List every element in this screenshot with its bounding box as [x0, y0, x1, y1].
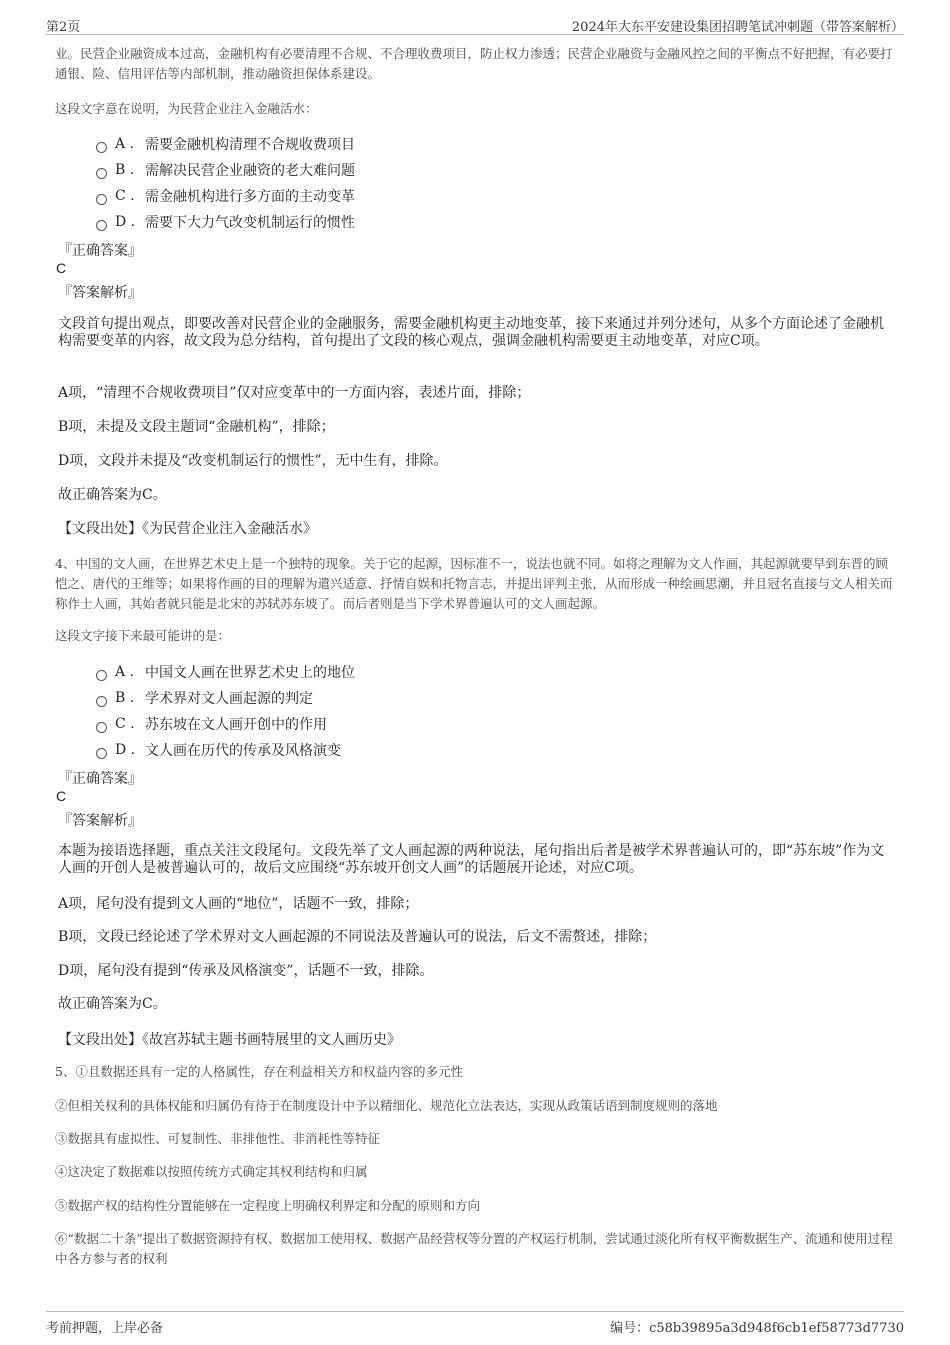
page-number: 第2页: [46, 20, 81, 35]
page-header: [46, 14, 904, 35]
q4-options: [96, 659, 596, 763]
q4-analysis-d: D项，尾句没有提到“传承及风格演变”，话题不一致，排除。: [58, 963, 434, 979]
q3-analysis-d: D项，文段并未提及“改变机制运行的惯性”，无中生有，排除。: [58, 453, 448, 469]
q4-option-c[interactable]: C . 苏东坡在文人画开创中的作用: [96, 711, 596, 737]
q3-analysis-conclusion: 故正确答案为C。: [58, 487, 167, 503]
q4-option-a[interactable]: A . 中国文人画在世界艺术史上的地位: [96, 659, 596, 685]
q3-option-b[interactable]: B . 需解决民营企业融资的老大难问题: [96, 157, 596, 183]
q3-option-d[interactable]: D . 需要下大力气改变机制运行的惯性: [96, 209, 596, 235]
q4-analysis-conclusion: 故正确答案为C。: [58, 996, 167, 1012]
q3-analysis-label: 『答案解析』: [58, 285, 142, 301]
q4-analysis-main: 本题为接语选择题，重点关注文段尾句。文段先举了文人画起源的两种说法，尾句指出后者是被学术界普遍认可的，即“苏东坡”作为文人画的开创人是被普遍认可的，故后文应围绕“苏东坡开创文人画”的话题展开论述，对应C项。: [58, 843, 885, 876]
q4-answer: C: [56, 788, 67, 804]
q3-source: 【文段出处】《为民营企业注入金融活水》: [58, 521, 317, 537]
q5-item-2: ②但相关权利的具体权能和归属仍有待于在制度设计中予以精细化、规范化立法表达，实现从政策话语到制度规则的落地: [55, 1098, 718, 1113]
q3-intro-tail: 业。民营企业融资成本过高，金融机构有必要清理不合规、不合理收费项目，防止权力渗透；民营企业融资与金融风控之间的平衡点不好把握，有必要打通银、险、信用评估等内部机制，推动融资担保体系建设。: [55, 46, 893, 81]
q3-answer-label: 『正确答案』: [58, 243, 142, 259]
q4-option-b[interactable]: B . 学术界对文人画起源的判定: [96, 685, 596, 711]
q4-analysis-a: A项，尾句没有提到文人画的“地位”，话题不一致，排除；: [58, 896, 419, 912]
document-title: 2024年大东平安建设集团招聘笔试冲刺题（带答案解析）: [571, 20, 904, 35]
q5-item-4: ④这决定了数据难以按照传统方式确定其权利结构和归属: [55, 1164, 368, 1179]
q3-answer: C: [56, 260, 67, 276]
radio-icon[interactable]: [96, 696, 107, 707]
q5-item-6: ⑥“数据二十条”提出了数据资源持有权、数据加工使用权、数据产品经营权等分置的产权运行机制，尝试通过淡化所有权平衡数据生产、流通和使用过程中各方参与者的权利: [55, 1231, 893, 1266]
q5-item-3: ③数据具有虚拟性、可复制性、非排他性、非消耗性等特征: [55, 1131, 381, 1146]
radio-icon[interactable]: [96, 142, 107, 153]
q4-stem: 4、中国的文人画，在世界艺术史上是一个独特的现象。关于它的起源，因标准不一，说法也就不同。如将之理解为文人作画，其起源就要早到东晋的顾恺之、唐代的王维等；如果将作画的目的理解为遣兴适意、抒情自娱和托物言志，并提出评判主张，从而形成一种绘画思潮，并且冠名直接与文人相关而称作士人画，其始者就只能是北宋的苏轼苏东坡了。而后者则是当下学术界普遍认可的文人画起源。: [55, 556, 893, 611]
q3-options: [96, 131, 596, 235]
q4-analysis-label: 『答案解析』: [58, 813, 142, 829]
q4-question: 这段文字接下来最可能讲的是：: [55, 628, 231, 643]
radio-icon[interactable]: [96, 220, 107, 231]
q4-answer-label: 『正确答案』: [58, 771, 142, 787]
footer-serial: 编号：c58b39895a3d948f6cb1ef58773d7730: [610, 1321, 904, 1336]
page-footer: [46, 1311, 904, 1336]
radio-icon[interactable]: [96, 168, 107, 179]
radio-icon[interactable]: [96, 748, 107, 759]
q4-source: 【文段出处】《故宫苏轼主题书画特展里的文人画历史》: [58, 1032, 401, 1048]
q3-analysis-b: B项，未提及文段主题词“金融机构”，排除；: [58, 419, 335, 435]
q3-question: 这段文字意在说明，为民营企业注入金融活水：: [55, 101, 318, 116]
q3-analysis-main: 文段首句提出观点，即要改善对民营企业的金融服务，需要金融机构更主动地变革，接下来通过并列分述句，从多个方面论述了金融机构需要变革的内容，故文段为总分结构，首句提出了文段的核心观点，强调金融机构需要更主动地变革，对应C项。: [58, 316, 884, 349]
q3-option-a[interactable]: A . 需要金融机构清理不合规收费项目: [96, 131, 596, 157]
radio-icon[interactable]: [96, 670, 107, 681]
radio-icon[interactable]: [96, 194, 107, 205]
q3-option-c[interactable]: C . 需金融机构进行多方面的主动变革: [96, 183, 596, 209]
radio-icon[interactable]: [96, 722, 107, 733]
q5-item-1: 5、①且数据还具有一定的人格属性，存在利益相关方和权益内容的多元性: [55, 1064, 463, 1079]
q3-analysis-a: A项，“清理不合规收费项目”仅对应变革中的一方面内容，表述片面，排除；: [58, 385, 531, 401]
q4-analysis-b: B项，文段已经论述了学术界对文人画起源的不同说法及普遍认可的说法，后文不需赘述，排除；: [58, 929, 657, 945]
q4-option-d[interactable]: D . 文人画在历代的传承及风格演变: [96, 737, 596, 763]
q5-item-5: ⑤数据产权的结构性分置能够在一定程度上明确权利界定和分配的原则和方向: [55, 1198, 481, 1213]
footer-slogan: 考前押题，上岸必备: [46, 1321, 164, 1336]
